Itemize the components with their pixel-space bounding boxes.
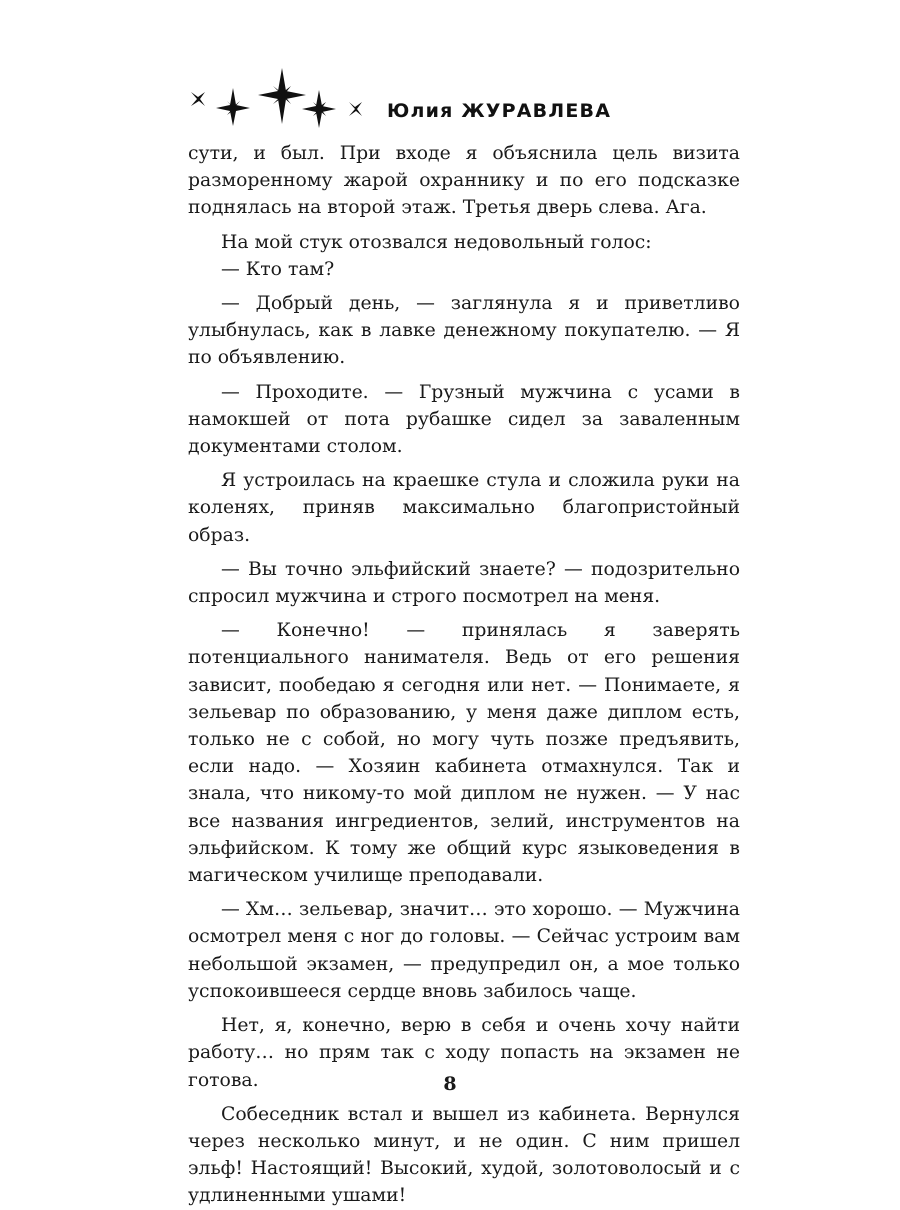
paragraph: — Проходите. — Грузный мужчина с усами в намокшей от пота рубашке сидел за заваленным документами столом.	[188, 381, 740, 458]
page-number: 8	[443, 1073, 457, 1095]
paragraph: сути, и был. При входе я объяснила цель визита разморенному жарой охраннику и по его подсказке поднялась на второй этаж. Третья дверь слева. Ага.	[188, 143, 740, 219]
paragraph: Собеседник встал и вышел из кабинета. Вернулся через несколько минут, и не один. С ним пришел эльф! Настоящий! Высокий, худой, золотоволосый и с удлиненными ушами!	[188, 1103, 740, 1207]
stars-ornament-icon	[186, 64, 376, 134]
paragraph: — Добрый день, — заглянула я и приветливо улыбнулась, как в лавке денежному покупателю. — Я по объявлению.	[188, 293, 740, 369]
body-text	[188, 140, 740, 1210]
paragraph: — Конечно! — принялась я заверять потенциального нанимателя. Ведь от его решения зависит, пообедаю я сегодня или нет. — Понимаете, я зельевар по образованию, у меня даже диплом есть, только не с собой, но могу чуть позже предъявить, если надо. — Хозяин кабинета отмахнулся. Так и знала, что никому-то мой диплом не нужен. — У нас все названия ингредиентов, зелий, инструментов на эльфийском. К тому же общий курс языковедения в магическом училище преподавали.	[188, 620, 740, 887]
paragraph: — Хм… зельевар, значит… это хорошо. — Мужчина осмотрел меня с ног до головы. — Сейчас устроим вам небольшой экзамен, — предупредил он, а мое только успокоившееся сердце вновь забилось чаще.	[188, 899, 740, 1002]
paragraph: На мой стук отозвался недовольный голос:	[221, 231, 652, 253]
running-header-author: Юлия ЖУРАВЛЕВА	[387, 100, 612, 122]
paragraph: Нет, я, конечно, верю в себя и очень хочу найти работу… но прям так с ходу попасть на экзамен не готова.	[188, 1015, 740, 1091]
paragraph: — Кто там?	[221, 258, 335, 280]
paragraph: — Вы точно эльфийский знаете? — подозрительно спросил мужчина и строго посмотрел на меня.	[188, 558, 740, 608]
paragraph: Я устроилась на краешке стула и сложила руки на коленях, приняв максимально благопристойный образ.	[188, 470, 740, 546]
